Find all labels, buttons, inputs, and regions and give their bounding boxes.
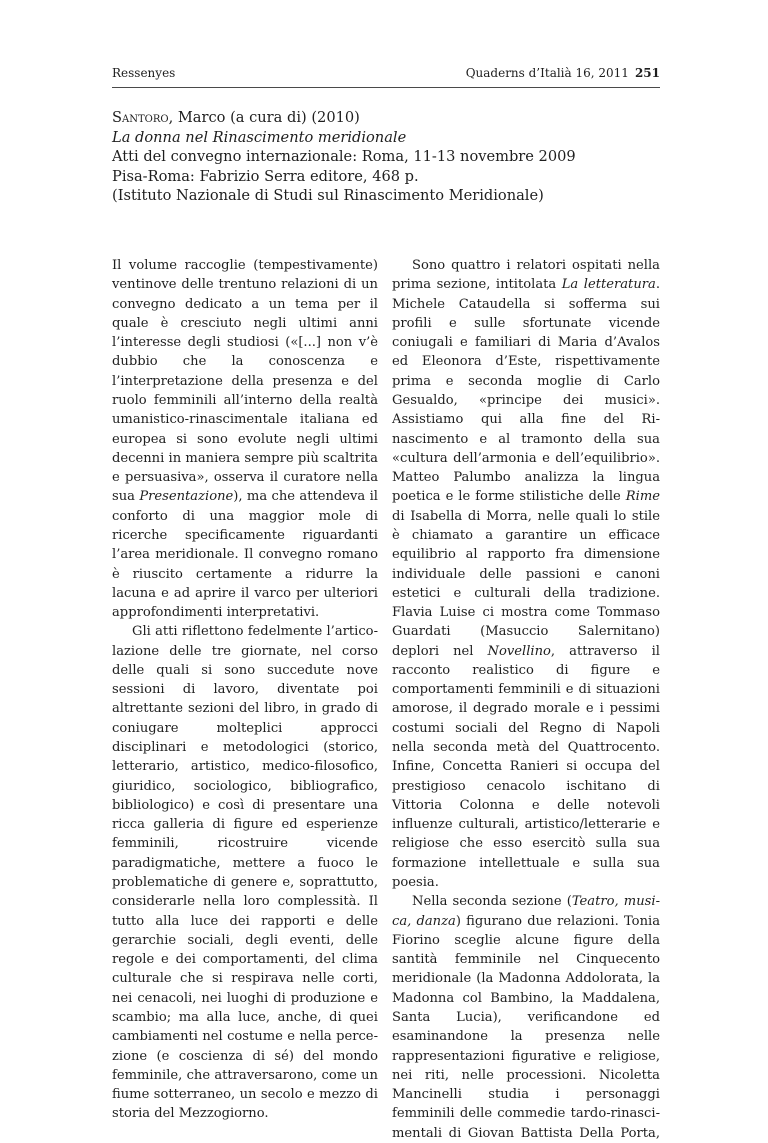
page-number: 251 [634, 66, 660, 80]
text-emphasis: Novellino [487, 643, 551, 659]
citation-series: (Istituto Nazionale di Studi sul Rinascimento Meridionale) [112, 187, 544, 204]
text-run: ), ma che attendeva il conforto di una maggior mole di ricerche specificamente riguardanti l’area meridionale. Il convegno romano è riuscito certamente a ridurre la lacuna e ad aprire il varco per ulteriori approfondimenti interpretativi. [112, 489, 378, 621]
text-run: , attraverso il racconto realistico di figure e comportamenti femminili e di situazioni amorose, il degrado morale e i pessimi costumi sociali del Regno di Napoli nella seconda metà del Quattrocento. Infine, Concetta Ranieri si occupa del prestigioso cenacolo ischitano di Vittoria Colonna e delle notevoli influenze culturali, artistico/letterarie e religiose che esso esercitò sulla sua formazione intellettuale e sulla sua poesia. [392, 643, 660, 890]
text-run: di Isabella di Morra, nelle quali lo stile è chiamato a garantire un efficace equilibrio al rapporto fra dimensione individuale delle passioni e canoni estetici e culturali della tradizione. Flavia Luise ci mostra come Tommaso Guardati (Masuccio Salernitano) deplori nel [392, 508, 660, 659]
paragraph [112, 256, 378, 622]
text-run: Il volume raccoglie (tempestivamente) ventinove delle trentuno relazioni di un convegno dedicato a un tema per il quale è cresciuto negli ultimi anni l’interesse degli studiosi («[...] non v’è dubbio che la conoscenza e l’interpretazione della presenza e del ruolo femminili all’interno della realtà umanistico-rinascimentale italiana ed europea si sono evolute negli ultimi decenni in maniera sempre più scaltrita e persuasiva», osserva il curatore nella sua [112, 258, 378, 505]
text-column-right [392, 256, 660, 1143]
text-run: Sono quattro i relatori ospitati nella prima sezione, intitolata [392, 258, 660, 293]
text-run: Nella seconda sezione ( [412, 894, 572, 910]
citation-title: La donna nel Rinascimento meridionale [112, 128, 407, 146]
review-citation [112, 108, 672, 206]
citation-publisher: Pisa-Roma: Fabrizio Serra editore, 468 p. [112, 167, 419, 185]
citation-conference: Atti del convegno internazionale: Roma, 11-13 novembre 2009 [112, 148, 576, 165]
text-run: ) figurano due relazioni. Tonia Fiorino sceglie alcune figure della santità femminile nel Cinquecento meridionale (la Madonna Addolorata, la Madonna col Bambino, la Maddalena, Santa Lucia), verificandone ed esaminandone la presenza nelle rappresentazioni figurative e religiose, nei riti, nelle processioni. Nicoletta Mancinelli studia i personaggi femminili delle commedie tardo-rinascimentali di Giovan Battista Della Porta, [392, 913, 660, 1141]
header-journal: Quaderns d’Italià 16, 2011 [465, 66, 629, 80]
citation-author-line [112, 108, 672, 128]
citation-author-rest: , Marco (a cura di) (2010) [168, 109, 360, 126]
running-header [112, 66, 660, 88]
header-section: Ressenyes [112, 66, 176, 80]
text-emphasis: Presentazione [139, 489, 234, 505]
citation-author-surname: Santoro [112, 109, 169, 126]
header-rule [112, 87, 660, 88]
text-emphasis: Rime [625, 489, 660, 505]
header-journal-info [466, 66, 660, 80]
paragraph [392, 256, 660, 892]
text-emphasis: La letteratura [561, 277, 656, 293]
text-emphasis: Teatro, musica, danza [392, 894, 660, 929]
text-run: . Michele Cataudella si sofferma sui profili e sulle sfortunate vicende coniugali e familiari di Maria d’Avalos ed Eleonora d’Este, rispettivamente prima e seconda moglie di Carlo Gesualdo, «principe dei musici». Assistiamo qui alla fine del Rinascimento e al tramonto della sua «cultura dell’armonia e dell’equilibrio». Matteo Palumbo analizza la lingua poetica e le forme stilistiche delle [392, 277, 660, 505]
paragraph [392, 892, 660, 1143]
paragraph: Gli atti riflettono fedelmente l’articolazione delle tre giornate, nel corso delle quali si sono succedute nove sessioni di lavoro, diventate poi altrettante sezioni del libro, in grado di coniugare molteplici approcci disciplinari e metodologici (storico, letterario, artistico, medico-filosofico, giuridico, sociologico, bibliografico, bibliologico) e così di presentare una ricca galleria di figure ed esperienze femminili, ricostruire vicende paradigmatiche, mettere a fuoco le problematiche di genere e, soprattutto, considerarle nella loro complessità. Il tutto alla luce dei rapporti e delle gerarchie sociali, degli eventi, delle regole e dei comportamenti, del clima culturale che si respirava nelle corti, nei cenacoli, nei luoghi di produzione e scambio; ma alla luce, anche, di quei cambiamenti nel costume e nella percezione (e coscienza di sé) del mondo femminile, che attraversarono, come un fiume sotterraneo, un secolo e mezzo di storia del Mezzogiorno. [112, 624, 378, 1122]
